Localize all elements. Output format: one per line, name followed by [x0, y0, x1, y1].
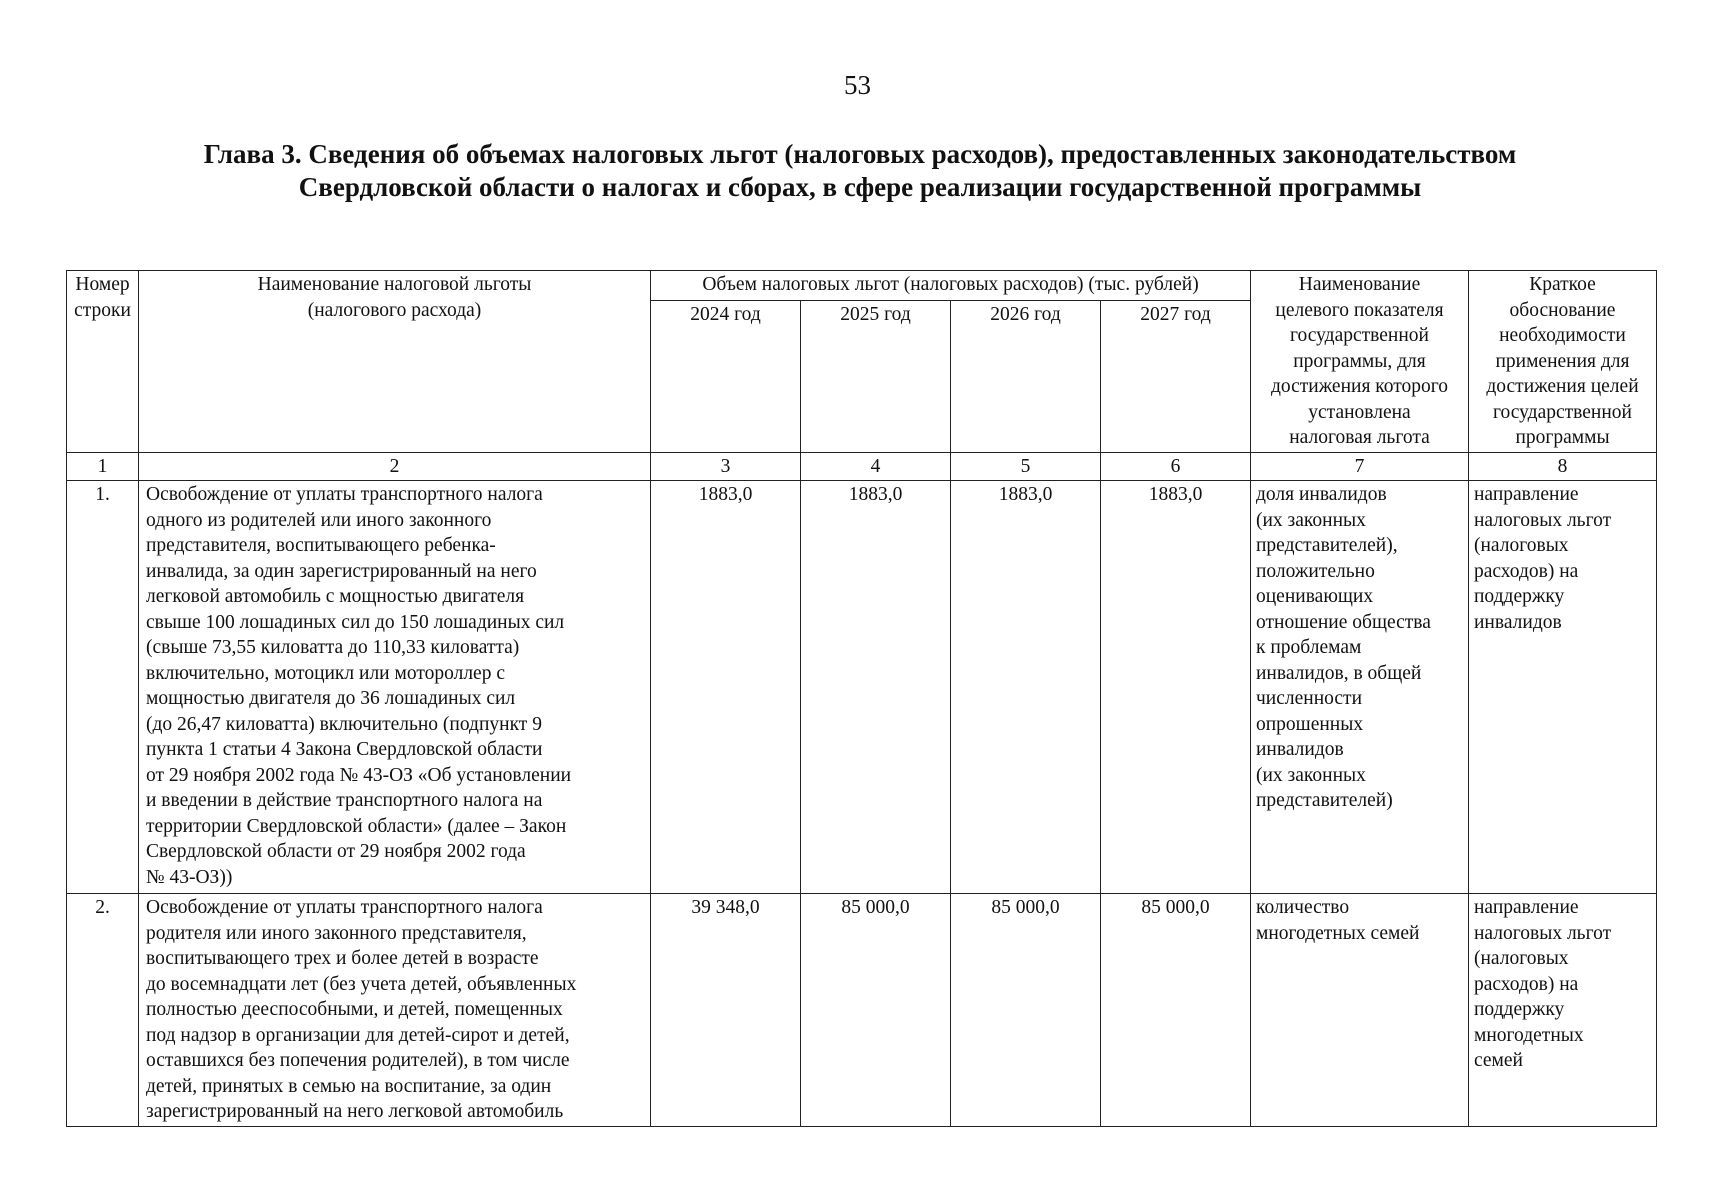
- header-justification: Краткое обоснование необходимости применения для достижения целей государственной программы: [1469, 271, 1657, 453]
- column-number: 6: [1101, 452, 1251, 481]
- table-row: [67, 894, 1657, 1127]
- page-number: 53: [844, 70, 871, 100]
- chapter-title-line-1: Глава 3. Сведения об объемах налоговых льгот (налоговых расходов), предоставленных законодательством: [203, 139, 1517, 169]
- table-row: [67, 481, 1657, 894]
- column-number: 3: [651, 452, 801, 481]
- column-number: 7: [1251, 452, 1469, 481]
- chapter-title: [100, 138, 1620, 204]
- value-2026: 1883,0: [951, 481, 1101, 894]
- value-2024: 39 348,0: [651, 894, 801, 1127]
- value-2026: 85 000,0: [951, 894, 1101, 1127]
- column-number: 4: [801, 452, 951, 481]
- header-year-2024: 2024 год: [651, 300, 801, 452]
- header-year-2026: 2026 год: [951, 300, 1101, 452]
- chapter-title-line-2: Свердловской области о налогах и сборах, в сфере реализации государственной программы: [298, 172, 1422, 202]
- value-2027: 85 000,0: [1101, 894, 1251, 1127]
- justification: направление налоговых льгот (налоговых расходов) на поддержку многодетных семей: [1469, 894, 1657, 1127]
- header-year-2025: 2025 год: [801, 300, 951, 452]
- row-number: 2.: [67, 894, 139, 1127]
- column-number: 1: [67, 452, 139, 481]
- value-2027: 1883,0: [1101, 481, 1251, 894]
- column-number: 8: [1469, 452, 1657, 481]
- header-row-number: Номер строки: [67, 271, 139, 453]
- column-number-row: [67, 452, 1657, 481]
- target-indicator: доля инвалидов (их законных представителей), положительно оценивающих отношение общества к проблемам инвалидов, в общей численности опрошенных инвалидов (их законных представителей): [1251, 481, 1469, 894]
- value-2025: 1883,0: [801, 481, 951, 894]
- header-volume: Объем налоговых льгот (налоговых расходов) (тыс. рублей): [651, 271, 1251, 301]
- column-number: 2: [139, 452, 651, 481]
- tax-benefits-table: [66, 270, 1657, 1127]
- header-target-indicator: Наименование целевого показателя государственной программы, для достижения которого установлена налоговая льгота: [1251, 271, 1469, 453]
- header-row-1: [67, 271, 1657, 301]
- justification: направление налоговых льгот (налоговых расходов) на поддержку инвалидов: [1469, 481, 1657, 894]
- value-2025: 85 000,0: [801, 894, 951, 1127]
- benefit-name: Освобождение от уплаты транспортного налога родителя или иного законного представителя, воспитывающего трех и более детей в возрасте до восемнадцати лет (без учета детей, объявленных полностью дееспособными, и детей, помещенных под надзор в организации для детей-сирот и детей, оставшихся без попечения родителей), в том числе детей, принятых в семью на воспитание, за один зарегистрированный на него легковой автомобиль: [139, 894, 651, 1127]
- value-2024: 1883,0: [651, 481, 801, 894]
- header-year-2027: 2027 год: [1101, 300, 1251, 452]
- header-benefit-name: Наименование налоговой льготы (налогового расхода): [139, 271, 651, 453]
- benefit-name: Освобождение от уплаты транспортного налога одного из родителей или иного законного представителя, воспитывающего ребенка- инвалида, за один зарегистрированный на него легковой автомобиль с мощностью двигателя свыше 100 лошадиных сил до 150 лошадиных сил (свыше 73,55 киловатта до 110,33 киловатта) включительно, мотоцикл или мотороллер с мощностью двигателя до 36 лошадиных сил (до 26,47 киловатта) включительно (подпункт 9 пункта 1 статьи 4 Закона Свердловской области от 29 ноября 2002 года № 43-ОЗ «Об установлении и введении в действие транспортного налога на территории Свердловской области» (далее – Закон Свердловской области от 29 ноября 2002 года № 43-ОЗ)): [139, 481, 651, 894]
- row-number: 1.: [67, 481, 139, 894]
- column-number: 5: [951, 452, 1101, 481]
- target-indicator: количество многодетных семей: [1251, 894, 1469, 1127]
